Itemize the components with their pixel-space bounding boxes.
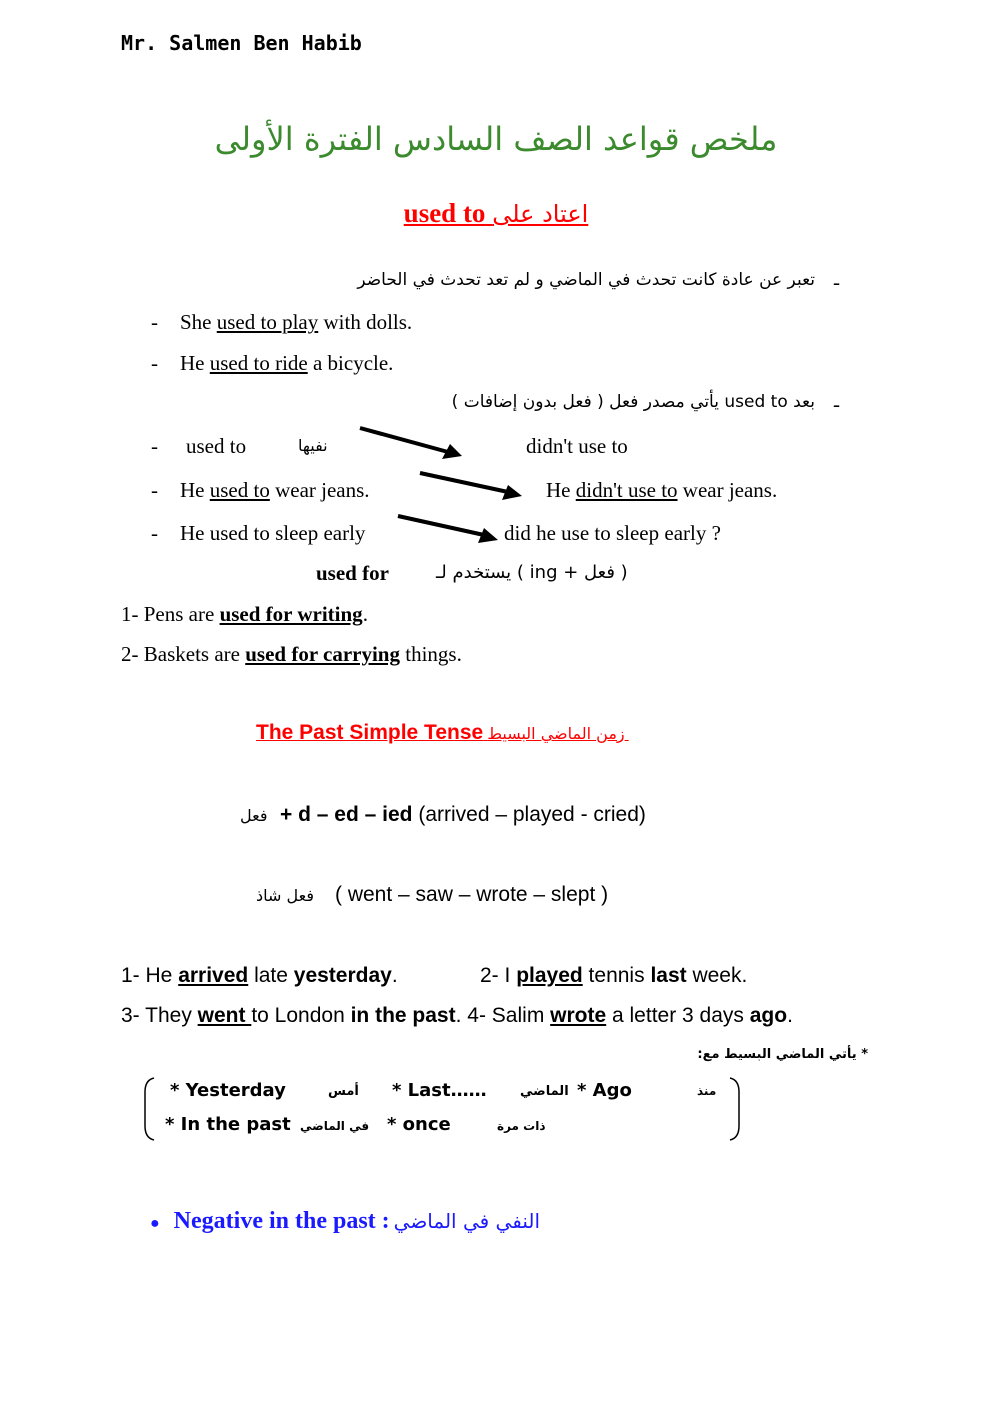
- regular-verb-rule: [280, 803, 646, 827]
- time-word-yesterday-ar: أمس: [328, 1084, 359, 1099]
- text: to London: [251, 1004, 351, 1027]
- used-to-heading-ar: اعتاد على: [492, 200, 589, 228]
- text: 2- I: [480, 964, 517, 987]
- dash: -: [151, 478, 158, 502]
- underlined-text: used to: [209, 478, 270, 502]
- text: 4- Salim: [467, 1004, 551, 1027]
- used-to-heading: [0, 198, 992, 229]
- past-simple-heading-ar: زمن الماضي البسيط: [487, 724, 625, 743]
- used-to-rule-form: بعد used to يأتي مصدر فعل ( فعل بدون إضافات ): [451, 392, 815, 412]
- text: 1- Pens are: [121, 602, 220, 626]
- used-for-example-1: [121, 602, 368, 627]
- text: tennis: [582, 964, 651, 987]
- dash: -: [833, 392, 840, 416]
- used-for-example-2: [121, 642, 462, 667]
- dash: -: [151, 310, 158, 334]
- arrow-icon: [358, 424, 468, 460]
- text: 3- They: [121, 1004, 198, 1027]
- page-title: ملخص قواعد الصف السادس الفترة الأولى: [214, 120, 778, 158]
- time-word-in-the-past: * In the past: [165, 1114, 291, 1135]
- time-word-in-the-past-ar: في الماضي: [300, 1119, 370, 1133]
- regular-verb-ar: فعل: [240, 806, 268, 825]
- underlined-text: played: [516, 964, 583, 987]
- irregular-verb-examples: ( went – saw – wrote – slept ): [335, 883, 609, 906]
- text: wear jeans.: [269, 478, 370, 502]
- negation-label-ar: نفيها: [298, 436, 328, 455]
- text: 2- Baskets are: [121, 642, 246, 666]
- dash: -: [833, 270, 840, 294]
- arrow-icon: [396, 513, 506, 545]
- dash: -: [151, 351, 158, 375]
- used-to-example-2: [180, 351, 393, 376]
- bold-text: in the past: [350, 1004, 456, 1027]
- dash: -: [151, 434, 158, 458]
- past-simple-sentences-3-4: [121, 1004, 793, 1028]
- dash: -: [151, 521, 158, 545]
- underlined-text: didn't use to: [575, 478, 678, 502]
- time-word-ago: * Ago: [577, 1080, 632, 1101]
- underlined-text: wrote: [550, 1004, 607, 1027]
- negative-in-past-heading: [150, 1208, 540, 1235]
- text: (arrived – played - cried): [418, 803, 646, 826]
- time-word-last: * Last……: [392, 1080, 487, 1101]
- text: .: [787, 1004, 793, 1027]
- used-to-rule-meaning: تعبر عن عادة كانت تحدث في الماضي و لم تعد تحدث في الحاضر: [357, 270, 815, 290]
- text: wear jeans.: [677, 478, 778, 502]
- time-word-ago-ar: منذ: [697, 1084, 717, 1098]
- text: a bicycle.: [307, 351, 394, 375]
- past-simple-heading: [256, 721, 736, 745]
- underlined-text: used for writing: [219, 602, 363, 626]
- past-simple-heading-en: The Past Simple Tense: [256, 721, 484, 744]
- text: 1- He: [121, 964, 179, 987]
- time-word-once: * once: [387, 1114, 451, 1135]
- bold-text: yesterday: [293, 964, 392, 987]
- text: .: [391, 964, 398, 987]
- negative-label-ar: النفي في الماضي: [393, 1209, 541, 1233]
- text: She: [180, 310, 217, 334]
- time-word-once-ar: ذات مرة: [497, 1119, 546, 1133]
- used-to-example-4: He used to sleep early: [180, 521, 366, 545]
- used-to-heading-en: used to: [403, 198, 486, 228]
- right-bracket: [728, 1076, 742, 1142]
- text: .: [455, 1004, 462, 1027]
- text: .: [362, 602, 368, 626]
- time-word-last-ar: الماضي: [520, 1084, 569, 1099]
- negative-label: Negative in the past :: [173, 1208, 390, 1234]
- bold-text: ago: [749, 1004, 788, 1027]
- used-to-example-3-negative: [546, 478, 777, 503]
- bullet-icon: ●: [150, 1215, 160, 1232]
- underlined-text: used for carrying: [245, 642, 400, 666]
- irregular-verb-ar: فعل شاذ: [256, 886, 314, 905]
- author-name: Mr. Salmen Ben Habib: [121, 31, 362, 55]
- text: things.: [399, 642, 462, 666]
- arrow-icon: [418, 470, 528, 502]
- text: + d – ed – ied: [280, 803, 413, 826]
- text: He: [546, 478, 576, 502]
- used-to-example-4-question: did he use to sleep early ?: [504, 521, 721, 545]
- comes-with-label: * يأتي الماضي البسيط مع:: [697, 1047, 868, 1062]
- used-for-label: used for: [316, 561, 389, 585]
- used-to-negative-left: used to: [186, 434, 247, 458]
- text: He: [180, 478, 210, 502]
- text: with dolls.: [318, 310, 413, 334]
- underlined-text: used to ride: [209, 351, 308, 375]
- underlined-text: went: [197, 1004, 252, 1027]
- text: He: [180, 351, 210, 375]
- left-bracket: [142, 1076, 156, 1142]
- past-simple-sentence-1: [121, 964, 398, 988]
- used-to-example-1: [180, 310, 412, 335]
- underlined-text: arrived: [178, 964, 249, 987]
- underlined-text: used to play: [216, 310, 319, 334]
- time-word-yesterday: * Yesterday: [170, 1080, 286, 1101]
- used-for-rule: ( فعل + ing ) يستخدم لـ: [436, 562, 628, 583]
- text: week.: [686, 964, 748, 987]
- bold-text: last: [650, 964, 687, 987]
- text: late: [248, 964, 294, 987]
- text: a letter 3 days: [606, 1004, 750, 1027]
- used-to-example-3: [180, 478, 370, 503]
- used-to-negative-right: didn't use to: [526, 434, 628, 458]
- past-simple-sentence-2: [480, 964, 747, 988]
